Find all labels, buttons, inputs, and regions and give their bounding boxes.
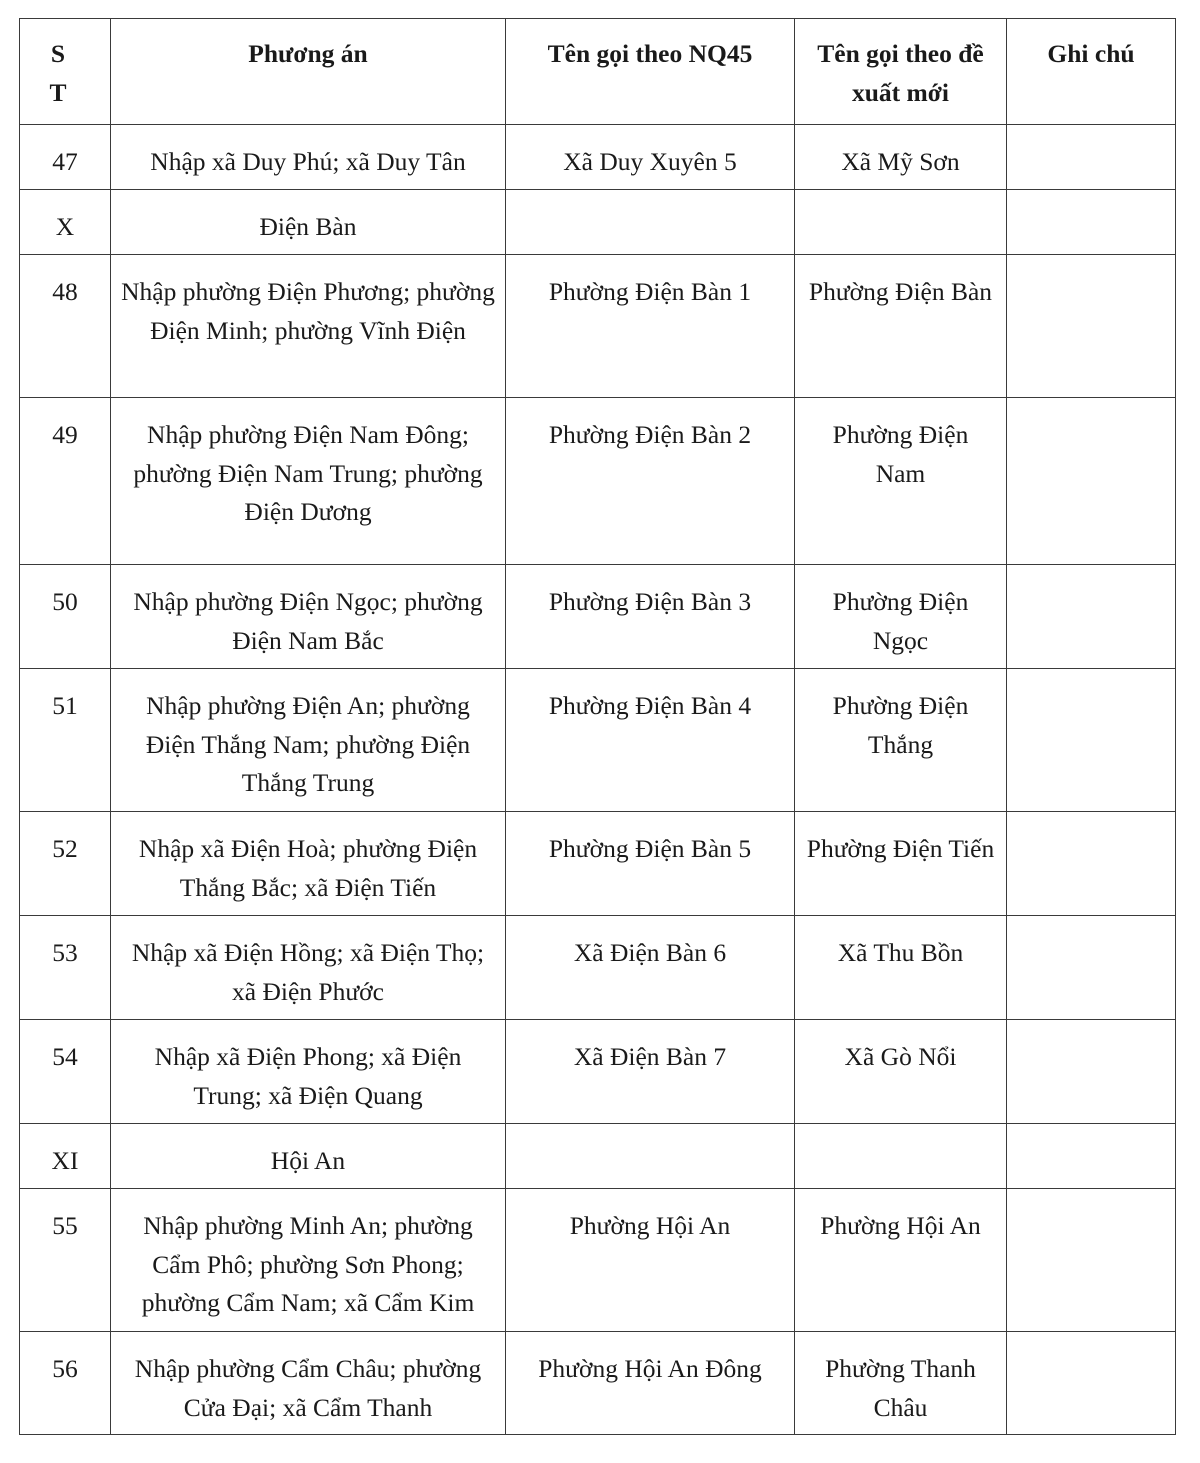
row-phuong-an: Nhập xã Duy Phú; xã Duy Tân bbox=[111, 125, 506, 190]
table-row bbox=[20, 1020, 1176, 1124]
section-title: Hội An bbox=[111, 1124, 506, 1189]
table-row bbox=[20, 125, 1176, 190]
row-ghi-chu bbox=[1007, 1124, 1176, 1189]
table-row bbox=[20, 255, 1176, 398]
row-stt: 51 bbox=[20, 669, 111, 812]
header-stt: S T bbox=[20, 19, 111, 125]
row-ten-nq45: Phường Điện Bàn 1 bbox=[506, 255, 795, 398]
row-ten-de-xuat bbox=[795, 1124, 1007, 1189]
row-stt: 53 bbox=[20, 916, 111, 1020]
commune-merger-table bbox=[19, 18, 1176, 1435]
row-phuong-an: Nhập phường Minh An; phường Cẩm Phô; phường Sơn Phong; phường Cẩm Nam; xã Cẩm Kim bbox=[111, 1189, 506, 1332]
row-phuong-an: Nhập phường Điện Phương; phường Điện Minh; phường Vĩnh Điện bbox=[111, 255, 506, 398]
row-ten-nq45: Phường Hội An Đông bbox=[506, 1332, 795, 1435]
row-ghi-chu bbox=[1007, 1332, 1176, 1435]
table-header-row bbox=[20, 19, 1176, 125]
header-phuong-an: Phương án bbox=[111, 19, 506, 125]
row-phuong-an: Nhập phường Điện Ngọc; phường Điện Nam Bắc bbox=[111, 565, 506, 669]
row-ghi-chu bbox=[1007, 669, 1176, 812]
row-ghi-chu bbox=[1007, 1020, 1176, 1124]
section-number: XI bbox=[20, 1124, 111, 1189]
row-phuong-an: Nhập phường Cẩm Châu; phường Cửa Đại; xã Cẩm Thanh bbox=[111, 1332, 506, 1435]
table-row bbox=[20, 565, 1176, 669]
row-ten-nq45: Phường Điện Bàn 5 bbox=[506, 812, 795, 916]
row-ten-de-xuat: Phường Điện Nam bbox=[795, 398, 1007, 565]
row-ten-nq45: Xã Điện Bàn 7 bbox=[506, 1020, 795, 1124]
row-stt: 48 bbox=[20, 255, 111, 398]
row-ten-de-xuat: Xã Mỹ Sơn bbox=[795, 125, 1007, 190]
row-phuong-an: Nhập phường Điện An; phường Điện Thắng Nam; phường Điện Thắng Trung bbox=[111, 669, 506, 812]
row-ten-nq45: Xã Duy Xuyên 5 bbox=[506, 125, 795, 190]
row-ten-nq45: Phường Điện Bàn 3 bbox=[506, 565, 795, 669]
row-ten-de-xuat: Phường Điện Ngọc bbox=[795, 565, 1007, 669]
header-ghi-chu: Ghi chú bbox=[1007, 19, 1176, 125]
table-row bbox=[20, 916, 1176, 1020]
row-ghi-chu bbox=[1007, 190, 1176, 255]
row-ten-de-xuat bbox=[795, 190, 1007, 255]
row-ten-nq45: Xã Điện Bàn 6 bbox=[506, 916, 795, 1020]
section-row bbox=[20, 1124, 1176, 1189]
row-ten-nq45: Phường Hội An bbox=[506, 1189, 795, 1332]
row-ten-de-xuat: Phường Hội An bbox=[795, 1189, 1007, 1332]
section-title: Điện Bàn bbox=[111, 190, 506, 255]
table-row bbox=[20, 669, 1176, 812]
table-row bbox=[20, 1189, 1176, 1332]
row-ten-de-xuat: Phường Điện Bàn bbox=[795, 255, 1007, 398]
table-row bbox=[20, 812, 1176, 916]
section-row bbox=[20, 190, 1176, 255]
row-ten-nq45 bbox=[506, 1124, 795, 1189]
row-stt: 49 bbox=[20, 398, 111, 565]
row-stt: 47 bbox=[20, 125, 111, 190]
row-stt: 56 bbox=[20, 1332, 111, 1435]
table-row bbox=[20, 398, 1176, 565]
row-phuong-an: Nhập xã Điện Hoà; phường Điện Thắng Bắc; xã Điện Tiến bbox=[111, 812, 506, 916]
row-stt: 54 bbox=[20, 1020, 111, 1124]
row-ghi-chu bbox=[1007, 565, 1176, 669]
row-ten-de-xuat: Xã Gò Nổi bbox=[795, 1020, 1007, 1124]
row-phuong-an: Nhập xã Điện Hồng; xã Điện Thọ; xã Điện Phước bbox=[111, 916, 506, 1020]
row-ten-de-xuat: Phường Điện Tiến bbox=[795, 812, 1007, 916]
row-ghi-chu bbox=[1007, 916, 1176, 1020]
row-phuong-an: Nhập phường Điện Nam Đông; phường Điện Nam Trung; phường Điện Dương bbox=[111, 398, 506, 565]
row-phuong-an: Nhập xã Điện Phong; xã Điện Trung; xã Điện Quang bbox=[111, 1020, 506, 1124]
row-ghi-chu bbox=[1007, 812, 1176, 916]
row-stt: 52 bbox=[20, 812, 111, 916]
section-number: X bbox=[20, 190, 111, 255]
row-ten-de-xuat: Phường Thanh Châu bbox=[795, 1332, 1007, 1435]
row-ten-nq45: Phường Điện Bàn 4 bbox=[506, 669, 795, 812]
row-ghi-chu bbox=[1007, 1189, 1176, 1332]
row-ten-de-xuat: Phường Điện Thắng bbox=[795, 669, 1007, 812]
row-stt: 50 bbox=[20, 565, 111, 669]
row-stt: 55 bbox=[20, 1189, 111, 1332]
header-ten-de-xuat: Tên gọi theo đề xuất mới bbox=[795, 19, 1007, 125]
row-ghi-chu bbox=[1007, 125, 1176, 190]
table-row bbox=[20, 1332, 1176, 1435]
row-ten-nq45: Phường Điện Bàn 2 bbox=[506, 398, 795, 565]
row-ghi-chu bbox=[1007, 398, 1176, 565]
row-ghi-chu bbox=[1007, 255, 1176, 398]
row-ten-nq45 bbox=[506, 190, 795, 255]
row-ten-de-xuat: Xã Thu Bồn bbox=[795, 916, 1007, 1020]
header-ten-nq45: Tên gọi theo NQ45 bbox=[506, 19, 795, 125]
